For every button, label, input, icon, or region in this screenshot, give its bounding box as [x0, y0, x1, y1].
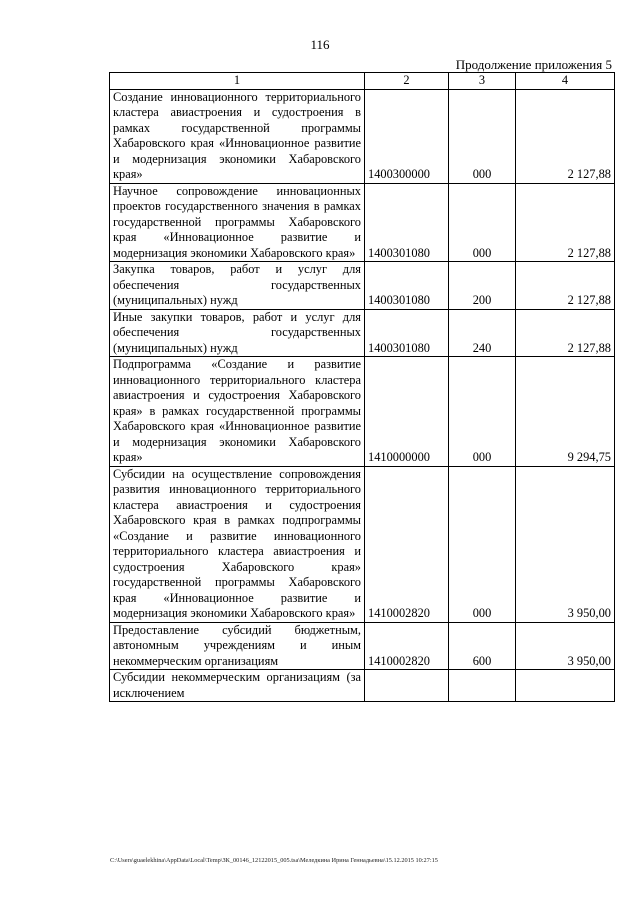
row-sum	[516, 670, 615, 702]
table-row	[110, 357, 615, 467]
header-col-1: 1	[110, 73, 365, 90]
header-col-4: 4	[516, 73, 615, 90]
row-kind: 240	[449, 309, 516, 357]
row-sum: 2 127,88	[516, 183, 615, 262]
row-name: Предоставление субсидий бюджетным, автономным учреждениям и иным некоммерческим организациям	[110, 622, 365, 670]
header-row	[110, 73, 615, 90]
row-code	[365, 670, 449, 702]
row-code: 1400301080	[365, 183, 449, 262]
row-name: Закупка товаров, работ и услуг для обеспечения государственных (муниципальных) нужд	[110, 262, 365, 310]
row-name: Субсидии некоммерческим организациям (за исключением	[110, 670, 365, 702]
row-kind: 000	[449, 183, 516, 262]
row-kind: 000	[449, 89, 516, 183]
row-code: 1400301080	[365, 262, 449, 310]
row-name: Подпрограмма «Создание и развитие инновационного территориального кластера авиастроения и судостроения Хабаровского края» в рамках государственной программы Хабаровского края «Инновационное развитие и модернизация экономики Хабаровского края»	[110, 357, 365, 467]
row-kind: 600	[449, 622, 516, 670]
row-code: 1410002820	[365, 622, 449, 670]
appendix-continuation-note: Продолжение приложения 5	[455, 57, 612, 72]
row-sum: 2 127,88	[516, 262, 615, 310]
row-code: 1410000000	[365, 357, 449, 467]
row-kind: 000	[449, 357, 516, 467]
row-sum: 2 127,88	[516, 89, 615, 183]
row-sum: 2 127,88	[516, 309, 615, 357]
row-code: 1400300000	[365, 89, 449, 183]
row-kind: 000	[449, 466, 516, 622]
header-col-2: 2	[365, 73, 449, 90]
table-row	[110, 262, 615, 310]
row-name: Иные закупки товаров, работ и услуг для обеспечения государственных (муниципальных) нужд	[110, 309, 365, 357]
table-row	[110, 309, 615, 357]
table-row	[110, 670, 615, 702]
row-kind: 200	[449, 262, 516, 310]
row-code: 1400301080	[365, 309, 449, 357]
row-name: Субсидии на осуществление сопровождения развития инновационного территориального кластера авиастроения и судостроения Хабаровского края в рамках подпрограммы «Создание и развитие инновационного территориального кластера авиастроения и судостроения Хабаровского края» государственной программы Хабаровского края «Инновационное развитие и модернизация экономики Хабаровского края»	[110, 466, 365, 622]
table-row	[110, 622, 615, 670]
row-kind	[449, 670, 516, 702]
file-path-footer: C:\Users\guaelekhina\AppData\Local\Temp\ЗК_00146_12122015_005.tsa\Меледкина Ирина Геннадьевна\15.12.2015 10:27:15	[110, 857, 438, 864]
table-row	[110, 89, 615, 183]
row-code: 1410002820	[365, 466, 449, 622]
row-sum: 3 950,00	[516, 466, 615, 622]
header-col-3: 3	[449, 73, 516, 90]
row-name: Научное сопровождение инновационных проектов государственного значения в рамках государственной программы Хабаровского края «Инновационное развитие и модернизация экономики Хабаровского края»	[110, 183, 365, 262]
row-name: Создание инновационного территориального кластера авиастроения и судостроения в рамках государственной программы Хабаровского края «Инновационное развитие и модернизация экономики Хабаровского края»	[110, 89, 365, 183]
row-sum: 9 294,75	[516, 357, 615, 467]
row-sum: 3 950,00	[516, 622, 615, 670]
table-row	[110, 183, 615, 262]
table-row	[110, 466, 615, 622]
budget-table	[109, 72, 615, 702]
page-number: 116	[310, 37, 330, 52]
